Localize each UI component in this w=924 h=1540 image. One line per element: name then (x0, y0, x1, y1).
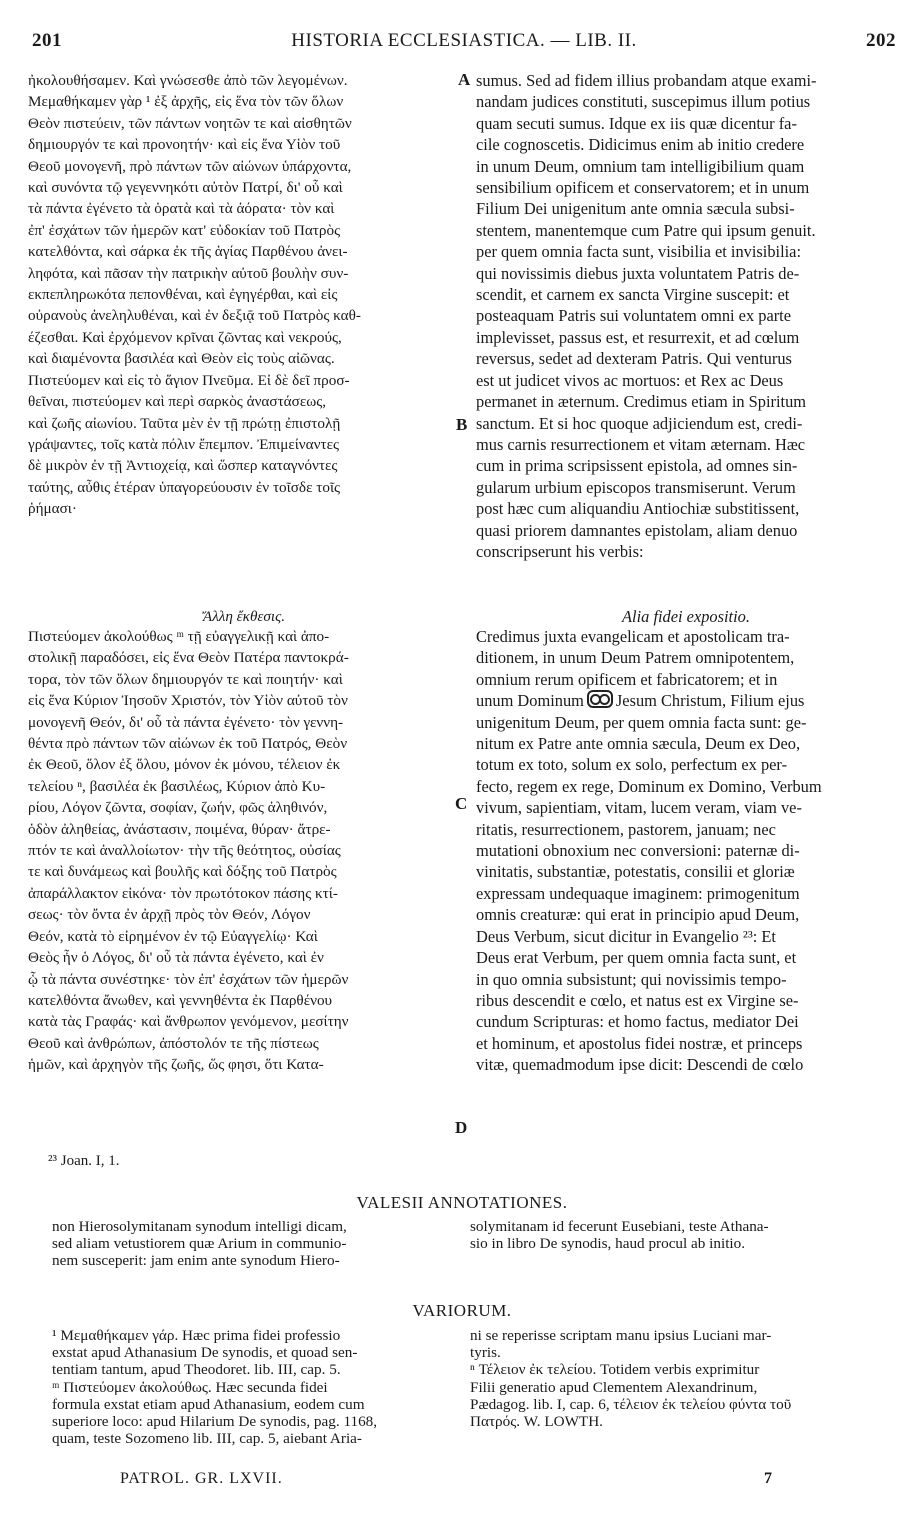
latin-line: mus carnis resurrectionem et vitam æternam. Hæc (476, 434, 806, 454)
latin-line: expressam undequaque imaginem: primogenitum (476, 883, 800, 903)
latin-line: Deus Verbum, sicut dicitur in Evangelio ²³: Et (476, 926, 776, 946)
latin-line: unigenitum Deum, per quem omnia facta sunt: ge- (476, 712, 807, 732)
note-line: solymitanam id fecerunt Eusebiani, teste Athana- (470, 1218, 769, 1235)
greek-subheading: Ἄλλη ἔκθεσις. (202, 608, 286, 625)
latin-line: omnis creaturæ: qui erat in principio apud Deum, (476, 905, 800, 925)
note-line: sio in libro De synodis, haud procul ab initio. (470, 1235, 746, 1253)
latin-line: et hominum, et apostolus fidei nostræ, et princeps (476, 1033, 803, 1053)
greek-line: μονογενῆ Θεόν, δι' οὗ τὰ πάντα ἐγένετο· τὸν γεννη- (28, 713, 344, 731)
latin-line-with-emblem (476, 690, 896, 711)
latin-subheading: Alia fidei expositio. (622, 607, 750, 626)
greek-line: θέντα πρὸ πάντων τῶν αἰώνων ἐκ τοῦ Πατρός, Θεὸν (28, 735, 348, 753)
latin-line: ditionem, in unum Deum Patrem omnipotentem, (476, 648, 795, 668)
column-marker-d: D (455, 1118, 468, 1137)
greek-line: ὁδὸν ἀληθείας, ἀνάστασιν, ποιμένα, θύραν· ἄτρε- (28, 820, 331, 838)
note-line: ¹ Μεμαθήκαμεν γάρ. Hæc prima fidei professio (52, 1327, 341, 1344)
note-line: sed aliam vetustiorem quæ Arium in communio- (52, 1235, 347, 1253)
greek-line: Θεόν, κατὰ τὸ εἰρημένον ἐν τῷ Εὐαγγελίῳ· Καὶ (28, 927, 318, 945)
valesii-heading: VALESII ANNOTATIONES. (356, 1193, 568, 1212)
latin-line: per quem omnia facta sunt, visibilia et invisibilia: (476, 242, 802, 262)
latin-column-second (476, 626, 896, 1076)
note-line: exstat apud Athanasium De synodis, et quoad sen- (52, 1344, 358, 1362)
latin-line: implevisset, passus est, et resurrexit, et ad cœlum (476, 327, 800, 347)
greek-line: εκπεπληρωκότα πεπονθέναι, καὶ ἐγηγέρθαι, καὶ εἰς (28, 286, 338, 304)
greek-line: τορα, τὸν τῶν ὅλων δημιουργόν τε καὶ ποιητήν· καὶ (28, 670, 343, 688)
greek-column-first (28, 70, 460, 520)
latin-line: vivum, sapientiam, vitam, lucem veram, viam ve- (476, 798, 802, 818)
latin-line: scendit, et carnem ex sancta Virgine suscepit: et (476, 285, 790, 305)
footnote-scripture: ²³ Joan. I, 1. (48, 1153, 120, 1169)
note-line: formula exstat etiam apud Athanasium, eodem cum (52, 1395, 365, 1413)
greek-line: οὐρανοὺς ἀνεληλυθέναι, καὶ ἐν δεξιᾷ τοῦ Πατρὸς καθ- (28, 307, 361, 325)
footer-signature-number: 7 (764, 1470, 772, 1487)
page-number-left: 201 (32, 30, 62, 51)
greek-line: εἰς ἕνα Κύριον Ἰησοῦν Χριστόν, τὸν Υἱὸν αὐτοῦ τὸν (28, 692, 348, 710)
latin-line: Filium Dei unigenitum ante omnia sæcula subsi- (476, 199, 795, 219)
greek-line: Μεμαθήκαμεν γὰρ ¹ ἐξ ἀρχῆς, εἰς ἕνα τὸν τῶν ὅλων (28, 93, 344, 111)
note-line: tentiam tantum, apud Theodoret. lib. III, cap. 5. (52, 1361, 341, 1379)
latin-line: vitæ, quemadmodum ipse dicit: Descendi de cœlo (476, 1055, 804, 1075)
greek-line: τελείου ⁿ, βασιλέα ἐκ βασιλέως, Κύριον ἀπὸ Κυ- (28, 777, 326, 795)
greek-line: Θεοῦ μονογενῆ, πρὸ πάντων τῶν αἰώνων ὑπάρχοντα, (28, 157, 352, 175)
greek-line: ἐπ' ἐσχάτων τῶν ἡμερῶν κατ' εὐδοκίαν τοῦ Πατρὸς (28, 221, 341, 239)
column-marker-c: C (455, 794, 468, 813)
greek-line: Θεὸν πιστεύειν, τῶν πάντων νοητῶν τε καὶ αἰσθητῶν (28, 114, 352, 132)
greek-line: Πιστεύομεν ἀκολούθως ᵐ τῇ εὐαγγελικῇ καὶ ἀπο- (28, 628, 330, 645)
note-line: non Hierosolymitanam synodum intelligi dicam, (52, 1218, 347, 1235)
greek-line: Θεοῦ καὶ ἀνθρώπων, ἀπόστολόν τε τῆς πίστεως (28, 1034, 319, 1052)
latin-line: in quo omnia subsistunt; qui novissimis tempo- (476, 969, 787, 989)
latin-line: mutationi obnoxium nec conversioni: paternæ di- (476, 841, 800, 861)
greek-line: καὶ συνόντα τῷ γεγεννηκότι αὐτὸν Πατρί, δι' οὗ καὶ (28, 179, 343, 197)
greek-line: γράψαντες, τοῖς κατὰ πόλιν ἔπεμπον. Ἐπιμείναντες (28, 435, 339, 453)
latin-line: in unum Deum, omnium tam intelligibilium quam (476, 156, 805, 176)
valesii-notes-left (52, 1218, 452, 1270)
greek-line: θεῖναι, πιστεύομεν καὶ περὶ σαρκὸς ἀναστάσεως, (28, 393, 327, 411)
latin-line: ribus descendit e cœlo, et natus est ex Virgine se- (476, 990, 799, 1010)
greek-line: τε καὶ δυνάμεως καὶ βουλῆς καὶ δόξης τοῦ Πατρὸς (28, 863, 337, 881)
greek-line: ἡμῶν, καὶ ἀρχηγὸν τῆς ζωῆς, ὥς φησι, ὅτι Κατα- (28, 1056, 324, 1074)
note-line: Pædagog. lib. I, cap. 6, τέλειον ἐκ τελείου φύντα τοῦ (470, 1395, 792, 1413)
greek-line: Πιστεύομεν καὶ εἰς τὸ ἅγιον Πνεῦμα. Εἰ δὲ δεῖ προσ- (28, 371, 350, 389)
latin-line: qui novissimis diebus juxta voluntatem Patris de- (476, 263, 800, 283)
latin-subheading-wrap (476, 606, 896, 627)
latin-line: cum in prima scripsissent epistola, ad omnes sin- (476, 456, 798, 476)
latin-column-first (476, 70, 896, 562)
greek-line: κατελθόντα ἄνωθεν, καὶ γεννηθέντα ἐκ Παρθένου (28, 991, 333, 1009)
latin-line: permanet in æternum. Credimus etiam in Spiritum (476, 392, 807, 412)
variorum-notes-left (52, 1327, 452, 1447)
latin-line: nandam judices constituti, suscepimus illum potius (476, 92, 811, 112)
greek-line: τὰ πάντα ἐγένετο τὰ ὁρατὰ καὶ τὰ ἀόρατα· τὸν καὶ (28, 200, 335, 218)
greek-line: ᾧ τὰ πάντα συνέστηκε· τὸν ἐπ' ἐσχάτων τῶν ἡμερῶν (28, 970, 349, 988)
latin-line-tail: Jesum Christum, Filium ejus (615, 691, 805, 711)
latin-line: posteaquam Patris sui voluntatem omni ex parte (476, 306, 791, 326)
variorum-heading: VARIORUM. (412, 1301, 512, 1320)
greek-line: καὶ διαμένοντα βασιλέα καὶ Θεὸν εἰς τοὺς αἰῶνας. (28, 350, 335, 368)
greek-line: ἠκολουθήσαμεν. Καὶ γνώσεσθε ἀπὸ τῶν λεγομένων. (28, 72, 348, 89)
latin-line: cundum Scripturas: et homo factus, mediator Dei (476, 1012, 799, 1032)
note-line: ni se reperisse scriptam manu ipsius Luciani mar- (470, 1327, 772, 1344)
greek-line: έζεσθαι. Καὶ ἐρχόμενον κρῖναι ζῶντας καὶ νεκρούς, (28, 328, 342, 346)
latin-line: quasi priorem damnantes epistolam, aliam denuo (476, 520, 798, 540)
latin-line: vinitatis, substantiæ, potestatis, consilii et gloriæ (476, 862, 795, 882)
greek-line: δὲ μικρὸν ἐν τῇ Ἀντιοχείᾳ, καὶ ὥσπερ καταγνόντες (28, 457, 338, 475)
greek-line: Θεὸς ἦν ὁ Λόγος, δι' οὗ τὰ πάντα ἐγένετο, καὶ ἐν (28, 949, 324, 967)
latin-line: nitum ex Patre ante omnia sæcula, Deum ex Deo, (476, 734, 801, 754)
latin-line: omnium rerum opificem et fabricatorem; et in (476, 669, 778, 689)
latin-line: est ut judicet vivos ac mortuos: et Rex ac Deus (476, 370, 784, 390)
column-marker-b: B (456, 415, 468, 434)
note-line: nem susceperit: jam enim ante synodum Hiero- (52, 1252, 340, 1270)
footer-series: PATROL. GR. LXVII. (120, 1470, 283, 1487)
latin-line: sanctum. Et si hoc quoque adjiciendum est, credi- (476, 413, 803, 433)
greek-subheading-wrap (28, 606, 460, 627)
page-number-right: 202 (866, 30, 896, 51)
latin-line: sumus. Sed ad fidem illius probandam atque exami- (476, 71, 817, 90)
latin-line-head: unum Dominum (476, 691, 584, 711)
note-line: ⁿ Τέλειον ἐκ τελείου. Totidem verbis exprimitur (470, 1361, 760, 1379)
latin-line: stentem, manentemque cum Patre qui ipsum genuit. (476, 220, 816, 240)
latin-line: quam secuti sumus. Idque ex iis quæ dicentur fa- (476, 113, 797, 133)
greek-line: πτόν τε καὶ ἀναλλοίωτον· τὴν τῆς θεότητος, οὐσίας (28, 842, 341, 860)
greek-line: κατὰ τὰς Γραφάς· καὶ ἄνθρωπον γενόμενον, μεσίτην (28, 1013, 349, 1031)
greek-line: ληφότα, καὶ πᾶσαν τὴν πατρικὴν αὐτοῦ βουλὴν συν- (28, 264, 349, 282)
note-line: quam, teste Sozomeno lib. III, cap. 5, aiebant Aria- (52, 1430, 362, 1448)
latin-line: gularum urbium episcopos transmiserunt. Verum (476, 477, 796, 497)
latin-line: post hæc cum aliquandiu Antiochiæ substitissent, (476, 499, 800, 519)
note-line: ᵐ Πιστεύομεν ἀκολούθως. Hæc secunda fidei (52, 1378, 328, 1396)
latin-line: reversus, sedet ad dexteram Patris. Qui venturus (476, 349, 792, 369)
running-title: HISTORIA ECCLESIASTICA. — LIB. II. (291, 30, 637, 51)
latin-line: totum ex toto, solum ex solo, perfectum ex per- (476, 755, 788, 775)
greek-line: σεως· τὸν ὄντα ἐν ἀρχῇ πρὸς τὸν Θεόν, Λόγον (28, 906, 311, 924)
valesii-notes-right (470, 1218, 890, 1252)
latin-line: cile cognoscetis. Didicimus enim ab initio credere (476, 135, 805, 155)
greek-line: ἀπαράλλακτον εἰκόνα· τὸν πρωτότοκον πάσης κτί- (28, 884, 338, 902)
greek-line: καὶ ζωῆς αἰωνίου. Ταῦτα μὲν ἐν τῇ πρώτῃ ἐπιστολῇ (28, 414, 341, 432)
latin-line: fecto, regem ex rege, Dominum ex Domino, Verbum (476, 776, 822, 796)
greek-column-second (28, 626, 460, 1076)
greek-line: ταύτης, αὖθις ἑτέραν ὑπαγορεύουσιν ἐν τοῖσδε τοῖς (28, 478, 341, 496)
greek-line: ῥήμασι· (28, 500, 77, 518)
latin-line: conscripserunt his verbis: (476, 541, 644, 561)
greek-line: κατελθόντα, καὶ σάρκα ἐκ τῆς ἁγίας Παρθένου ἀνει- (28, 243, 348, 261)
variorum-notes-right (470, 1327, 890, 1430)
latin-line: ritatis, resurrectionem, pastorem, januam; nec (476, 819, 776, 839)
latin-line: Credimus juxta evangelicam et apostolicam tra- (476, 627, 790, 646)
greek-line: δημιουργόν τε καὶ προνοητήν· καὶ εἰς ἕνα Υἱὸν τοῦ (28, 136, 341, 154)
greek-line: στολικῇ παραδόσει, εἰς ἕνα Θεὸν Πατέρα παντοκρά- (28, 649, 349, 667)
latin-line: Deus erat Verbum, per quem omnia facta sunt, et (476, 948, 797, 968)
column-marker-a: A (458, 70, 471, 89)
note-line: Πατρός. W. LOWTH. (470, 1413, 603, 1431)
latin-line: sensibilium opificem et conservatorem; et in unum (476, 178, 810, 198)
greek-line: ἐκ Θεοῦ, ὅλον ἐξ ὅλου, μόνον ἐκ μόνου, τέλειον ἐκ (28, 756, 341, 774)
running-header (32, 30, 896, 54)
note-line: superiore loco: apud Hilarium De synodis, pag. 1168, (52, 1413, 378, 1431)
note-line: Filii generatio apud Clementem Alexandrinum, (470, 1378, 758, 1396)
chi-rho-emblem-icon (587, 690, 613, 708)
greek-line: ρίου, Λόγον ζῶντα, σοφίαν, ζωήν, φῶς ἀληθινόν, (28, 799, 328, 817)
note-line: tyris. (470, 1344, 501, 1362)
